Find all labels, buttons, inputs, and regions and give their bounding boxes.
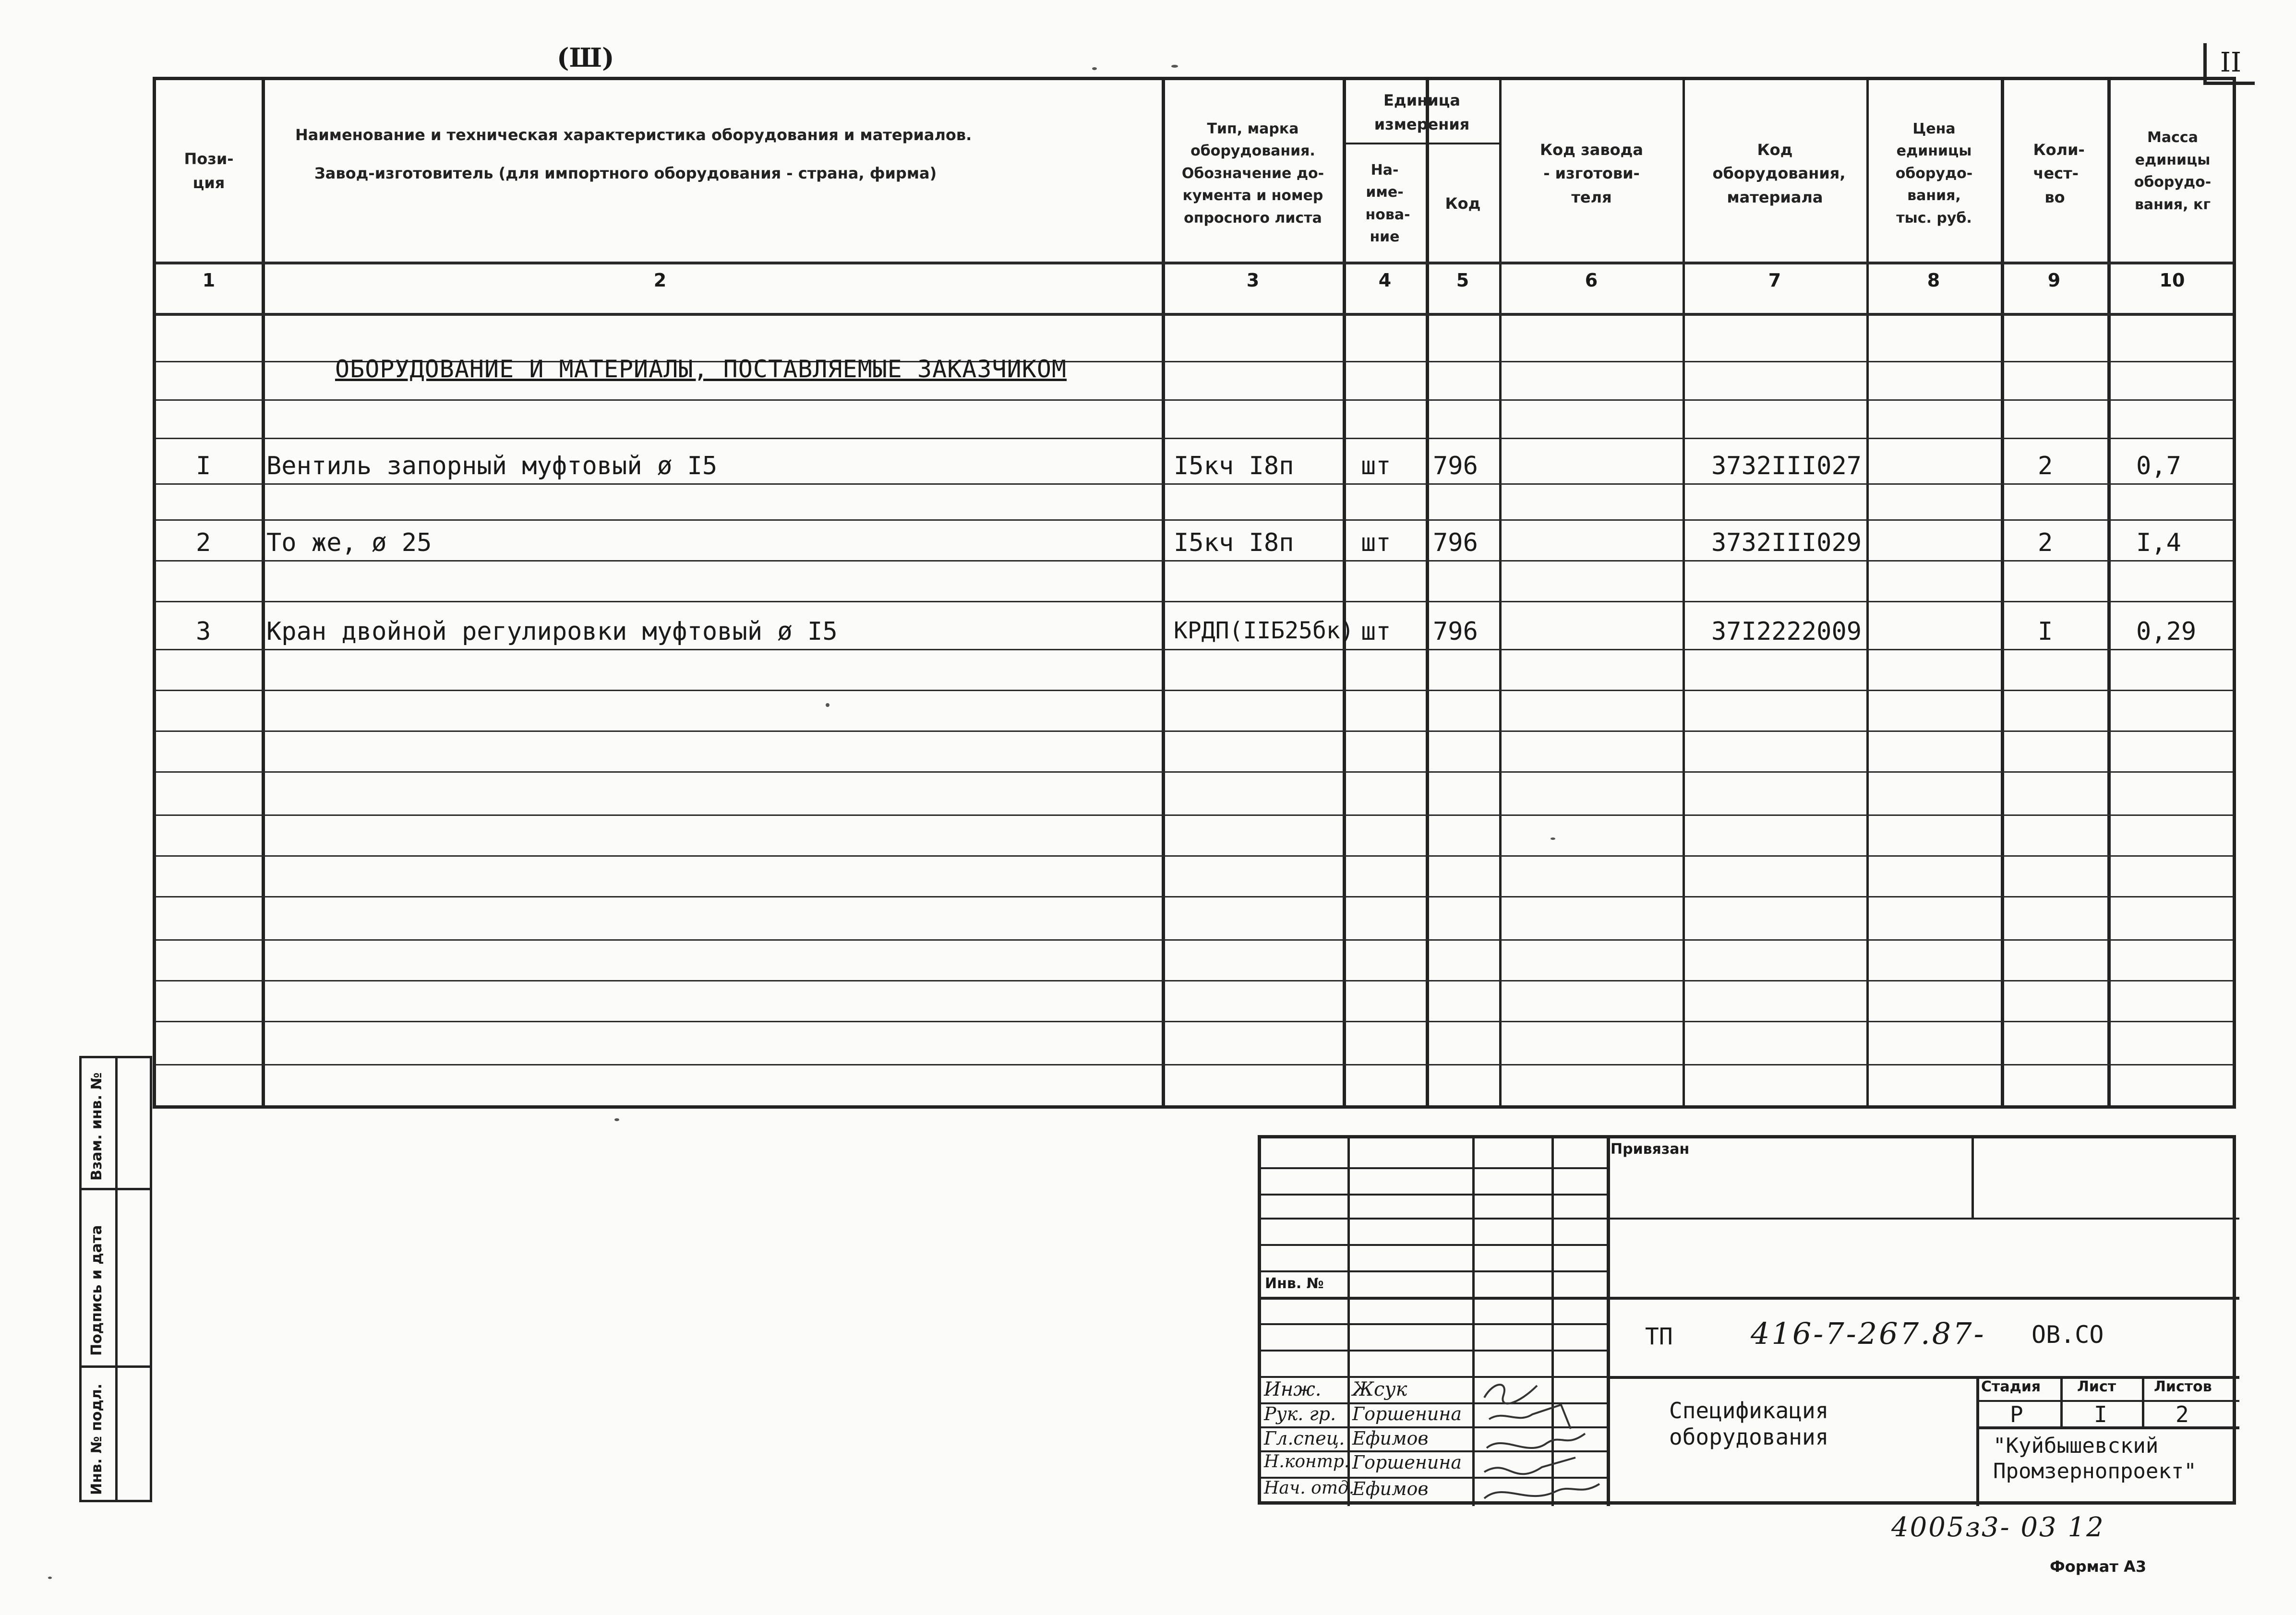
person-name: Ефимов bbox=[1352, 1478, 1429, 1499]
tb-divider bbox=[1976, 1376, 1979, 1506]
tb-divider bbox=[1261, 1167, 1607, 1169]
column-number: 1 bbox=[202, 270, 216, 291]
doc-title bbox=[1669, 1398, 1828, 1450]
row-type: I5кч I8п bbox=[1174, 452, 1294, 480]
row-line bbox=[156, 939, 2233, 941]
tb-divider bbox=[1607, 1376, 2239, 1379]
doc-number: 416-7-267.87- bbox=[1751, 1316, 1986, 1351]
row-unit: шт bbox=[1361, 528, 1391, 557]
row-mass: I,4 bbox=[2136, 528, 2181, 557]
row-name: Вентиль запорный муфтовый ø I5 bbox=[266, 452, 718, 480]
tb-divider bbox=[1261, 1194, 1607, 1196]
tb-divider bbox=[2142, 1376, 2144, 1426]
role-label: Гл.спец. bbox=[1264, 1428, 1345, 1449]
tb-divider bbox=[1261, 1297, 1607, 1300]
scan-speck bbox=[48, 1577, 52, 1579]
row-name: Кран двойной регулировки муфтовый ø I5 bbox=[266, 617, 838, 646]
side-label-original-inv: Инв. № подл. bbox=[88, 1383, 105, 1495]
column-number: 2 bbox=[653, 270, 667, 291]
stage-value: Р bbox=[2010, 1401, 2023, 1427]
row-name: То же, ø 25 bbox=[266, 528, 432, 557]
side-label-signature: Подпись и дата bbox=[88, 1225, 105, 1356]
tb-divider bbox=[1261, 1218, 1607, 1220]
row-qty: I bbox=[2038, 617, 2053, 646]
title-block bbox=[1258, 1135, 2236, 1505]
role-label: Инж. bbox=[1264, 1378, 1322, 1400]
column-number: 3 bbox=[1246, 270, 1260, 291]
row-unit: шт bbox=[1361, 617, 1391, 646]
role-label: Рук. гр. bbox=[1264, 1403, 1336, 1424]
header-unit-code: Код bbox=[1445, 194, 1481, 213]
scan-speck bbox=[826, 703, 829, 707]
row-line bbox=[156, 980, 2233, 981]
row-code: 37I2222009 bbox=[1711, 617, 1862, 646]
row-line bbox=[156, 560, 2233, 562]
header-unit-name: На-име-нова-ние bbox=[1365, 161, 1410, 245]
doc-suffix: ОВ.СО bbox=[2032, 1321, 2104, 1349]
row-line bbox=[156, 896, 2233, 897]
tb-divider bbox=[1607, 1297, 2239, 1300]
unit-header-divider bbox=[1343, 143, 1500, 144]
row-line bbox=[156, 855, 2233, 857]
row-line bbox=[156, 649, 2233, 650]
row-line bbox=[156, 399, 2233, 401]
header-quantity: Коли-чест-во bbox=[2033, 140, 2085, 206]
row-mass: 0,7 bbox=[2136, 452, 2181, 480]
role-label: Нач. отд. bbox=[1264, 1478, 1355, 1498]
signature-marks bbox=[1475, 1376, 1609, 1508]
scan-speck bbox=[614, 1118, 619, 1121]
column-number: 9 bbox=[2047, 270, 2061, 291]
header-unit-group: Единица измерения bbox=[1374, 91, 1470, 133]
column-number: 8 bbox=[1927, 270, 1940, 291]
side-label-replacement: Взам. инв. № bbox=[88, 1072, 105, 1181]
doc-prefix: ТП bbox=[1645, 1323, 1673, 1350]
column-number: 6 bbox=[1585, 270, 1598, 291]
row-code: 3732III027 bbox=[1711, 452, 1862, 480]
scan-speck bbox=[1092, 67, 1097, 70]
doc-title-line: оборудования bbox=[1669, 1424, 1829, 1450]
column-number: 5 bbox=[1456, 270, 1469, 291]
tb-divider bbox=[1261, 1270, 1607, 1272]
specification-table bbox=[153, 77, 2236, 1109]
column-number: 4 bbox=[1378, 270, 1392, 291]
row-code: 3732III029 bbox=[1711, 528, 1862, 557]
doc-title-line: Спецификация bbox=[1669, 1398, 1829, 1424]
row-line bbox=[156, 438, 2233, 439]
side-stamp-divider bbox=[82, 1188, 150, 1190]
organization bbox=[1993, 1434, 2197, 1484]
tb-divider bbox=[1607, 1218, 2239, 1220]
sheet-number: II bbox=[2203, 43, 2255, 85]
column-number-line bbox=[156, 313, 2233, 316]
organization-line: "Куйбышевский bbox=[1993, 1434, 2159, 1458]
row-position: 2 bbox=[196, 528, 211, 557]
column-number: 10 bbox=[2159, 270, 2185, 291]
format-label: Формат А3 bbox=[2050, 1557, 2147, 1576]
side-stamp-divider bbox=[82, 1365, 150, 1368]
role-label: Н.контр. bbox=[1264, 1452, 1350, 1471]
person-name: Жсук bbox=[1352, 1378, 1407, 1400]
header-mass: Масса единицы оборудо-вания, кг bbox=[2134, 129, 2212, 213]
tb-divider bbox=[1261, 1323, 1607, 1325]
col-divider bbox=[262, 80, 265, 1105]
sheet-label: Лист bbox=[2077, 1378, 2116, 1395]
row-line bbox=[156, 1064, 2233, 1065]
sheets-value: 2 bbox=[2176, 1401, 2189, 1427]
tb-divider bbox=[2060, 1376, 2063, 1426]
row-line bbox=[156, 771, 2233, 773]
scan-speck bbox=[1551, 837, 1555, 840]
person-name: Горшенина bbox=[1352, 1403, 1462, 1424]
row-position: I bbox=[196, 452, 211, 480]
side-stamp-divider bbox=[115, 1058, 118, 1500]
header-bottom-line bbox=[156, 262, 2233, 264]
organization-line: Промзернопроект" bbox=[1993, 1459, 2197, 1483]
header-price: Цена единицы оборудо-вания, тыс. руб. bbox=[1895, 120, 1973, 227]
row-line bbox=[156, 690, 2233, 691]
person-name: Горшенина bbox=[1352, 1452, 1462, 1473]
row-unit-code: 796 bbox=[1433, 452, 1478, 480]
row-unit-code: 796 bbox=[1433, 528, 1478, 557]
tb-divider bbox=[1261, 1350, 1607, 1352]
row-unit: шт bbox=[1361, 452, 1391, 480]
header-equipment-code: Код оборудования, материала bbox=[1712, 140, 1846, 206]
part-mark: (Ш) bbox=[557, 42, 614, 73]
person-name: Ефимов bbox=[1352, 1428, 1429, 1449]
scan-speck bbox=[1171, 65, 1178, 68]
row-line bbox=[156, 814, 2233, 816]
stage-label: Стадия bbox=[1981, 1378, 2041, 1395]
bound-label: Привязан bbox=[1611, 1141, 1690, 1158]
row-line bbox=[156, 601, 2233, 602]
row-unit-code: 796 bbox=[1433, 617, 1478, 646]
row-type: I5кч I8п bbox=[1174, 528, 1294, 557]
row-qty: 2 bbox=[2038, 452, 2053, 480]
row-type: КРДП(IIБ25бк) bbox=[1174, 617, 1354, 644]
sheets-label: Листов bbox=[2154, 1378, 2212, 1395]
row-mass: 0,29 bbox=[2136, 617, 2197, 646]
row-position: 3 bbox=[196, 617, 211, 646]
side-stamp bbox=[79, 1056, 152, 1502]
header-name: Наименование и техническая характеристика оборудования и материалов. Завод-изготовитель (для импортного оборудования - страна, фирма) bbox=[295, 126, 972, 182]
tb-divider bbox=[1261, 1244, 1607, 1246]
inv-number-label: Инв. № bbox=[1265, 1275, 1324, 1292]
row-line bbox=[156, 730, 2233, 732]
row-line bbox=[156, 1021, 2233, 1022]
column-number: 7 bbox=[1768, 270, 1781, 291]
section-title: ОБОРУДОВАНИЕ И МАТЕРИАЛЫ, ПОСТАВЛЯЕМЫЕ ЗАКАЗЧИКОМ bbox=[335, 355, 1067, 383]
sheet-value: I bbox=[2094, 1401, 2107, 1427]
row-line bbox=[156, 519, 2233, 521]
tb-divider bbox=[1971, 1138, 1974, 1218]
header-position: Пози-ция bbox=[184, 150, 234, 192]
row-qty: 2 bbox=[2038, 528, 2053, 557]
row-line bbox=[156, 483, 2233, 485]
header-factory-code: Код завода - изготови-теля bbox=[1540, 140, 1643, 206]
header-type: Тип, марка оборудования. Обозначение до-кумента и номер опросного листа bbox=[1181, 120, 1324, 227]
inventory-stamp: 4005з3- 03 12 bbox=[1891, 1512, 2105, 1543]
